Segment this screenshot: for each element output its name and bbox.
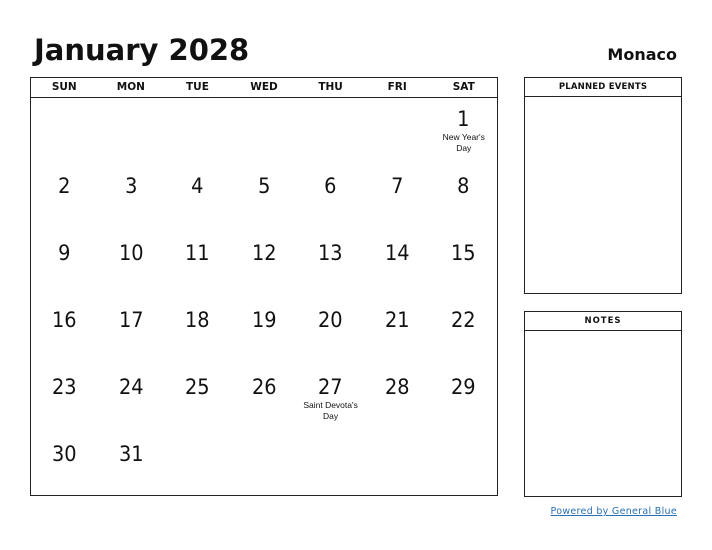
day-cell xyxy=(430,299,497,366)
weekday-wed: WED xyxy=(250,81,278,93)
day-cell xyxy=(430,232,497,299)
day-cell xyxy=(98,299,165,366)
country-name: Monaco xyxy=(607,45,677,64)
day-cell xyxy=(98,232,165,299)
day-number: 30 xyxy=(51,442,77,466)
day-cell xyxy=(98,165,165,232)
day-cell xyxy=(31,366,98,433)
day-number: 24 xyxy=(118,375,144,399)
day-number: 28 xyxy=(384,375,410,399)
weekday-thu: THU xyxy=(318,81,343,93)
day-cell xyxy=(231,366,298,433)
day-cell xyxy=(430,366,497,433)
notes-heading: NOTES xyxy=(525,312,681,331)
week-row xyxy=(31,433,497,500)
day-number: 8 xyxy=(457,174,470,198)
empty-day-cell xyxy=(31,98,98,165)
day-cell xyxy=(98,433,165,500)
day-number: 11 xyxy=(185,241,210,265)
day-number: 12 xyxy=(251,241,277,265)
weekday-tue: TUE xyxy=(186,81,209,93)
day-cell xyxy=(364,299,431,366)
day-cell xyxy=(31,165,98,232)
day-cell xyxy=(364,366,431,433)
day-cell xyxy=(364,232,431,299)
day-number: 7 xyxy=(391,174,404,198)
week-row xyxy=(31,232,497,299)
empty-day-cell xyxy=(430,433,497,500)
day-cell xyxy=(31,433,98,500)
day-cell xyxy=(430,98,497,165)
day-number: 4 xyxy=(191,174,204,198)
day-number: 19 xyxy=(251,308,277,332)
day-number: 10 xyxy=(118,241,144,265)
day-cell xyxy=(231,299,298,366)
day-number: 25 xyxy=(185,375,210,399)
day-number: 6 xyxy=(324,174,337,198)
holiday-label: Saint Devota's Day xyxy=(303,400,358,421)
day-number: 26 xyxy=(251,375,277,399)
notes-panel xyxy=(524,311,682,497)
empty-day-cell xyxy=(98,98,165,165)
day-cell xyxy=(297,232,364,299)
day-cell xyxy=(297,165,364,232)
week-row xyxy=(31,165,497,232)
day-number: 9 xyxy=(58,241,71,265)
day-cell xyxy=(164,232,231,299)
day-number: 5 xyxy=(257,174,271,198)
day-number: 2 xyxy=(58,174,71,198)
day-number: 18 xyxy=(185,308,210,332)
day-number: 17 xyxy=(118,308,144,332)
day-cell xyxy=(31,232,98,299)
day-cell xyxy=(231,165,298,232)
day-number: 20 xyxy=(318,308,343,332)
planned-events-heading: PLANNED EVENTS xyxy=(525,78,681,97)
empty-day-cell xyxy=(297,98,364,165)
day-number: 14 xyxy=(384,241,410,265)
weekday-mon: MON xyxy=(116,81,145,93)
calendar-title: January 2028 xyxy=(34,33,250,67)
empty-day-cell xyxy=(231,433,298,500)
day-cell xyxy=(364,165,431,232)
empty-day-cell xyxy=(231,98,298,165)
day-cell xyxy=(164,366,231,433)
day-number: 1 xyxy=(457,107,470,131)
powered-by-link[interactable]: Powered by General Blue xyxy=(550,506,677,517)
weekday-sun: SUN xyxy=(51,81,77,93)
day-number: 29 xyxy=(451,375,477,399)
day-number: 23 xyxy=(51,375,77,399)
day-number: 31 xyxy=(118,442,144,466)
day-number: 3 xyxy=(124,174,138,198)
holiday-label: New Year's Day xyxy=(442,132,485,153)
empty-day-cell xyxy=(297,433,364,500)
planned-events-panel xyxy=(524,77,682,294)
day-number: 16 xyxy=(51,308,77,332)
day-number: 22 xyxy=(451,308,477,332)
day-cell xyxy=(164,165,231,232)
day-number: 27 xyxy=(318,375,343,399)
day-cell xyxy=(297,299,364,366)
week-row xyxy=(31,98,497,165)
day-number: 21 xyxy=(384,308,410,332)
calendar-weeks xyxy=(31,98,497,500)
week-row xyxy=(31,299,497,366)
empty-day-cell xyxy=(164,98,231,165)
weekday-sat: SAT xyxy=(452,81,475,93)
day-cell xyxy=(98,366,165,433)
empty-day-cell xyxy=(164,433,231,500)
day-cell xyxy=(430,165,497,232)
day-cell xyxy=(231,232,298,299)
day-number: 15 xyxy=(451,241,477,265)
weekday-header-row xyxy=(31,78,497,98)
empty-day-cell xyxy=(364,98,431,165)
empty-day-cell xyxy=(364,433,431,500)
day-cell xyxy=(164,299,231,366)
day-cell xyxy=(297,366,364,433)
weekday-fri: FRI xyxy=(387,81,407,93)
week-row xyxy=(31,366,497,433)
day-number: 13 xyxy=(318,241,343,265)
day-cell xyxy=(31,299,98,366)
month-calendar xyxy=(30,77,498,496)
